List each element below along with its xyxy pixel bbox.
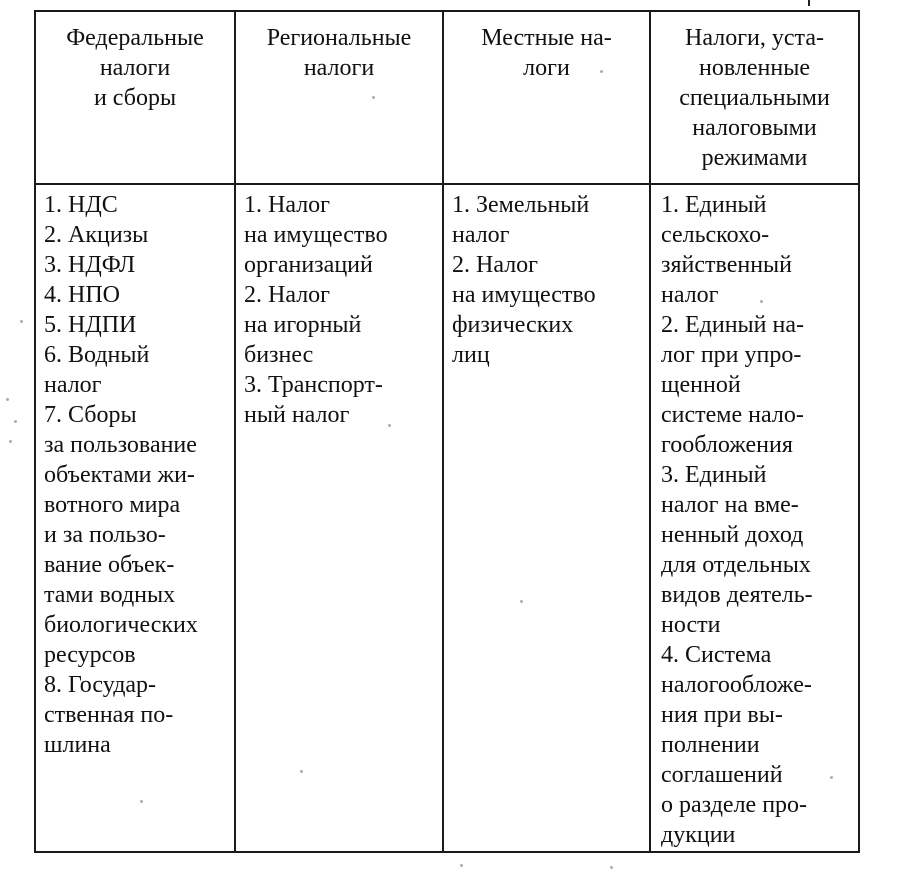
tax-classification-table <box>34 10 860 853</box>
scan-speck <box>760 300 763 303</box>
scan-speck <box>520 600 523 603</box>
local-taxes-list: 1. Земельный налог 2. Налог на имущество физических лиц <box>443 184 650 852</box>
scan-speck <box>6 398 9 401</box>
federal-taxes-list: 1. НДС 2. Акцизы 3. НДФЛ 4. НПО 5. НДПИ 6. Водный налог 7. Сборы за пользование объектами жи- вотного мира и за пользо- вание объек- тами водных биологических ресурсов 8. Государ- ственная по- шлина <box>35 184 235 852</box>
header-federal-taxes: Федеральные налоги и сборы <box>35 11 235 184</box>
table-header-row <box>35 11 859 184</box>
corner-mark <box>808 0 810 6</box>
table-body-row <box>35 184 859 852</box>
scan-speck <box>460 864 463 867</box>
scan-speck <box>300 770 303 773</box>
regional-taxes-list: 1. Налог на имущество организаций 2. Налог на игорный бизнес 3. Транспорт- ный налог <box>235 184 443 852</box>
scan-speck <box>388 424 391 427</box>
scan-speck <box>140 800 143 803</box>
scan-speck <box>600 70 603 73</box>
header-special-regime-taxes: Налоги, уста- новленные специальными налоговыми режимами <box>650 11 859 184</box>
header-regional-taxes: Региональные налоги <box>235 11 443 184</box>
special-regime-taxes-list: 1. Единый сельскохо- зяйственный налог 2. Единый на- лог при упро- щенной системе нало- гообложения 3. Единый налог на вме- ненный доход для отдельных видов деятель- ности 4. Система налогообложе- ния при вы- полнении соглашений о разделе про- дукции <box>650 184 859 852</box>
scan-speck <box>20 320 23 323</box>
scan-speck <box>830 776 833 779</box>
header-local-taxes: Местные на- логи <box>443 11 650 184</box>
scan-speck <box>372 96 375 99</box>
scan-speck <box>9 440 12 443</box>
scan-speck <box>610 866 613 869</box>
scan-speck <box>14 420 17 423</box>
